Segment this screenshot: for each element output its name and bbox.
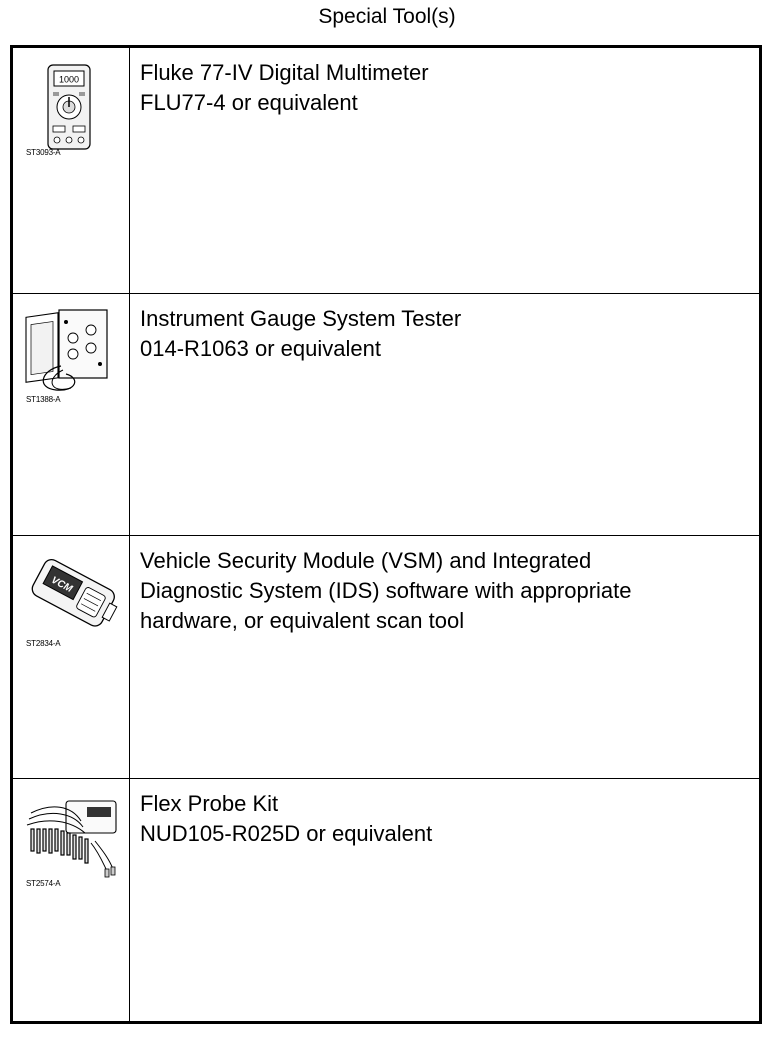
tool-description (140, 546, 750, 636)
tool-name-line: Vehicle Security Module (VSM) and Integrated (140, 548, 592, 573)
tool-part-number: NUD105-R025D or equivalent (140, 821, 433, 846)
table-row (13, 48, 759, 293)
tool-name-line: Diagnostic System (IDS) software with appropriate (140, 578, 632, 603)
tool-name: Flex Probe Kit (140, 791, 279, 816)
multimeter-display: 1000 (58, 74, 80, 85)
illustration-reference: ST3093-A (26, 148, 61, 157)
tool-description (140, 789, 750, 849)
multimeter-icon (21, 62, 121, 162)
scan-tool-icon (21, 550, 121, 650)
tool-name-line: hardware, or equivalent scan tool (140, 608, 465, 633)
table-row (13, 535, 759, 778)
illustration-reference: ST1388-A (26, 395, 61, 404)
flex-probe-kit-icon (21, 793, 121, 893)
gauge-tester-icon (21, 308, 121, 408)
tool-part-number: 014-R1063 or equivalent (140, 336, 381, 361)
tool-part-number: FLU77-4 or equivalent (140, 90, 358, 115)
table-row (13, 293, 759, 535)
special-tools-table (10, 45, 762, 1024)
page-title: Special Tool(s) (318, 5, 456, 28)
tool-illustration-cell (13, 294, 130, 535)
tool-illustration-cell (13, 48, 130, 293)
illustration-reference: ST2834-A (26, 639, 61, 648)
tool-illustration-cell (13, 779, 130, 1021)
tool-description (140, 58, 750, 118)
table-row (13, 778, 759, 1021)
illustration-reference: ST2574-A (26, 879, 61, 888)
tool-name: Fluke 77-IV Digital Multimeter (140, 60, 429, 85)
tool-description (140, 304, 750, 364)
tool-illustration-cell (13, 536, 130, 778)
tool-name: Instrument Gauge System Tester (140, 306, 462, 331)
scan-tool-logo: VCM (49, 574, 75, 595)
